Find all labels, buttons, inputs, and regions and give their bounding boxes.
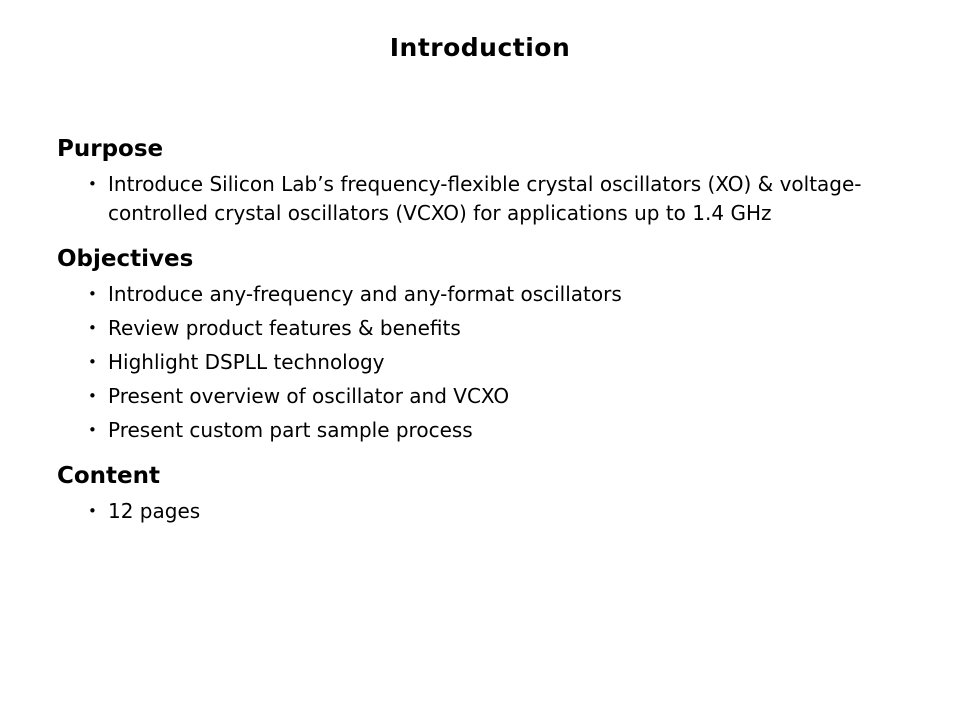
section-heading-objectives: Objectives xyxy=(57,246,194,272)
bullet-item xyxy=(57,170,927,228)
bullet-text: Review product features & benefits xyxy=(108,316,461,340)
bullet-dot-icon: • xyxy=(88,319,97,337)
bullet-item xyxy=(57,497,927,526)
bullet-item xyxy=(57,382,927,411)
section-content xyxy=(57,462,927,526)
bullet-dot-icon: • xyxy=(88,387,97,405)
bullet-text: Introduce any-frequency and any-format oscillators xyxy=(108,282,622,306)
section-heading-purpose: Purpose xyxy=(57,136,164,162)
bullet-item xyxy=(57,280,927,309)
bullet-item xyxy=(57,314,927,343)
bullet-list-purpose xyxy=(57,170,927,228)
bullet-dot-icon: • xyxy=(88,285,97,303)
bullet-dot-icon: • xyxy=(88,421,97,439)
section-objectives xyxy=(57,245,927,445)
bullet-text: Introduce Silicon Lab’s frequency-flexible crystal oscillators (XO) & voltage-controlled crystal oscillators (VCXO) for applications up to 1.4 GHz xyxy=(108,172,862,225)
bullet-list-content xyxy=(57,497,927,526)
bullet-item xyxy=(57,416,927,445)
bullet-text: 12 pages xyxy=(108,499,201,523)
section-purpose xyxy=(57,135,927,228)
bullet-dot-icon: • xyxy=(88,175,97,193)
slide-title: Introduction xyxy=(389,33,571,62)
section-heading-content: Content xyxy=(57,463,161,489)
bullet-list-objectives xyxy=(57,280,927,445)
bullet-text: Present overview of oscillator and VCXO xyxy=(108,384,510,408)
bullet-text: Highlight DSPLL technology xyxy=(108,350,385,374)
bullet-dot-icon: • xyxy=(88,353,97,371)
slide-body xyxy=(57,135,927,543)
bullet-item xyxy=(57,348,927,377)
bullet-text: Present custom part sample process xyxy=(108,418,473,442)
bullet-dot-icon: • xyxy=(88,502,97,520)
